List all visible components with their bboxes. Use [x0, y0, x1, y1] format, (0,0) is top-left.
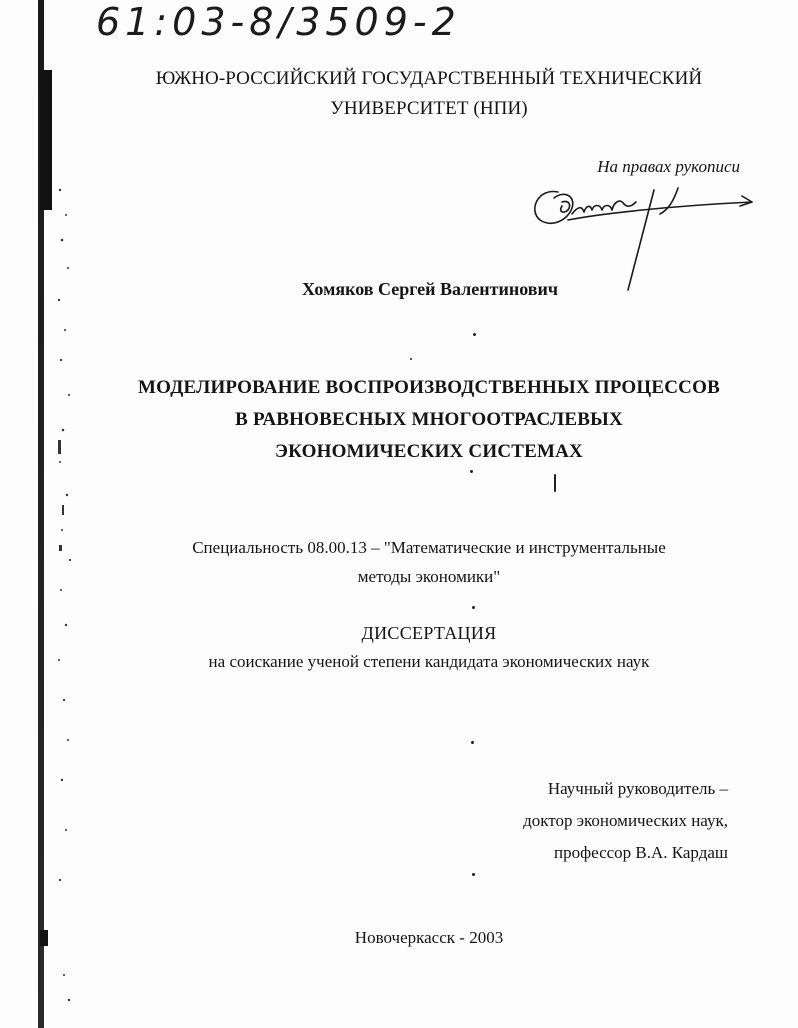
rights-note: На правах рукописи: [597, 157, 740, 176]
city-year: Новочеркасск - 2003: [354, 928, 504, 947]
title-line-3: ЭКОНОМИЧЕСКИХ СИСТЕМАХ: [275, 441, 583, 462]
title-line-2: В РАВНОВЕСНЫХ МНОГООТРАСЛЕВЫХ: [235, 409, 623, 430]
university-line-1: ЮЖНО-РОССИЙСКИЙ ГОСУДАРСТВЕННЫЙ ТЕХНИЧЕСКИЙ: [155, 68, 703, 89]
university-name: [60, 64, 798, 124]
scan-speck: [472, 873, 475, 876]
archive-code-handwritten: 61:03-8/3509-2: [96, 0, 461, 44]
scan-noise: [54, 0, 78, 1028]
dissertation-subtitle: на соискание ученой степени кандидата экономических наук: [208, 652, 650, 671]
specialty-line-1: Специальность 08.00.13 – "Математические и инструментальные: [192, 538, 666, 557]
university-line-2: УНИВЕРСИТЕТ (НПИ): [330, 98, 528, 119]
binding-edge-mark: [40, 70, 52, 210]
scan-speck: [473, 333, 476, 336]
supervisor-block: [420, 773, 728, 869]
title-line-1: МОДЕЛИРОВАНИЕ ВОСПРОИЗВОДСТВЕННЫХ ПРОЦЕССОВ: [138, 377, 720, 398]
scan-speck: [472, 606, 475, 609]
author-signature: [528, 180, 758, 295]
dissertation-label: ДИССЕРТАЦИЯ: [361, 623, 497, 643]
dissertation-title: [60, 372, 798, 468]
specialty-line-2: методы экономики": [357, 567, 501, 586]
binding-edge-mark-lower: [40, 930, 48, 946]
scan-speck: [554, 474, 556, 492]
scan-speck: [471, 741, 474, 744]
supervisor-line-1: Научный руководитель –: [547, 779, 728, 798]
specialty: [60, 533, 798, 591]
supervisor-line-3: профессор В.А. Кардаш: [553, 843, 728, 862]
scan-speck: [410, 358, 412, 360]
author-name: Хомяков Сергей Валентинович: [301, 279, 559, 299]
scan-speck: [470, 470, 473, 473]
supervisor-line-2: доктор экономических наук,: [523, 811, 728, 830]
